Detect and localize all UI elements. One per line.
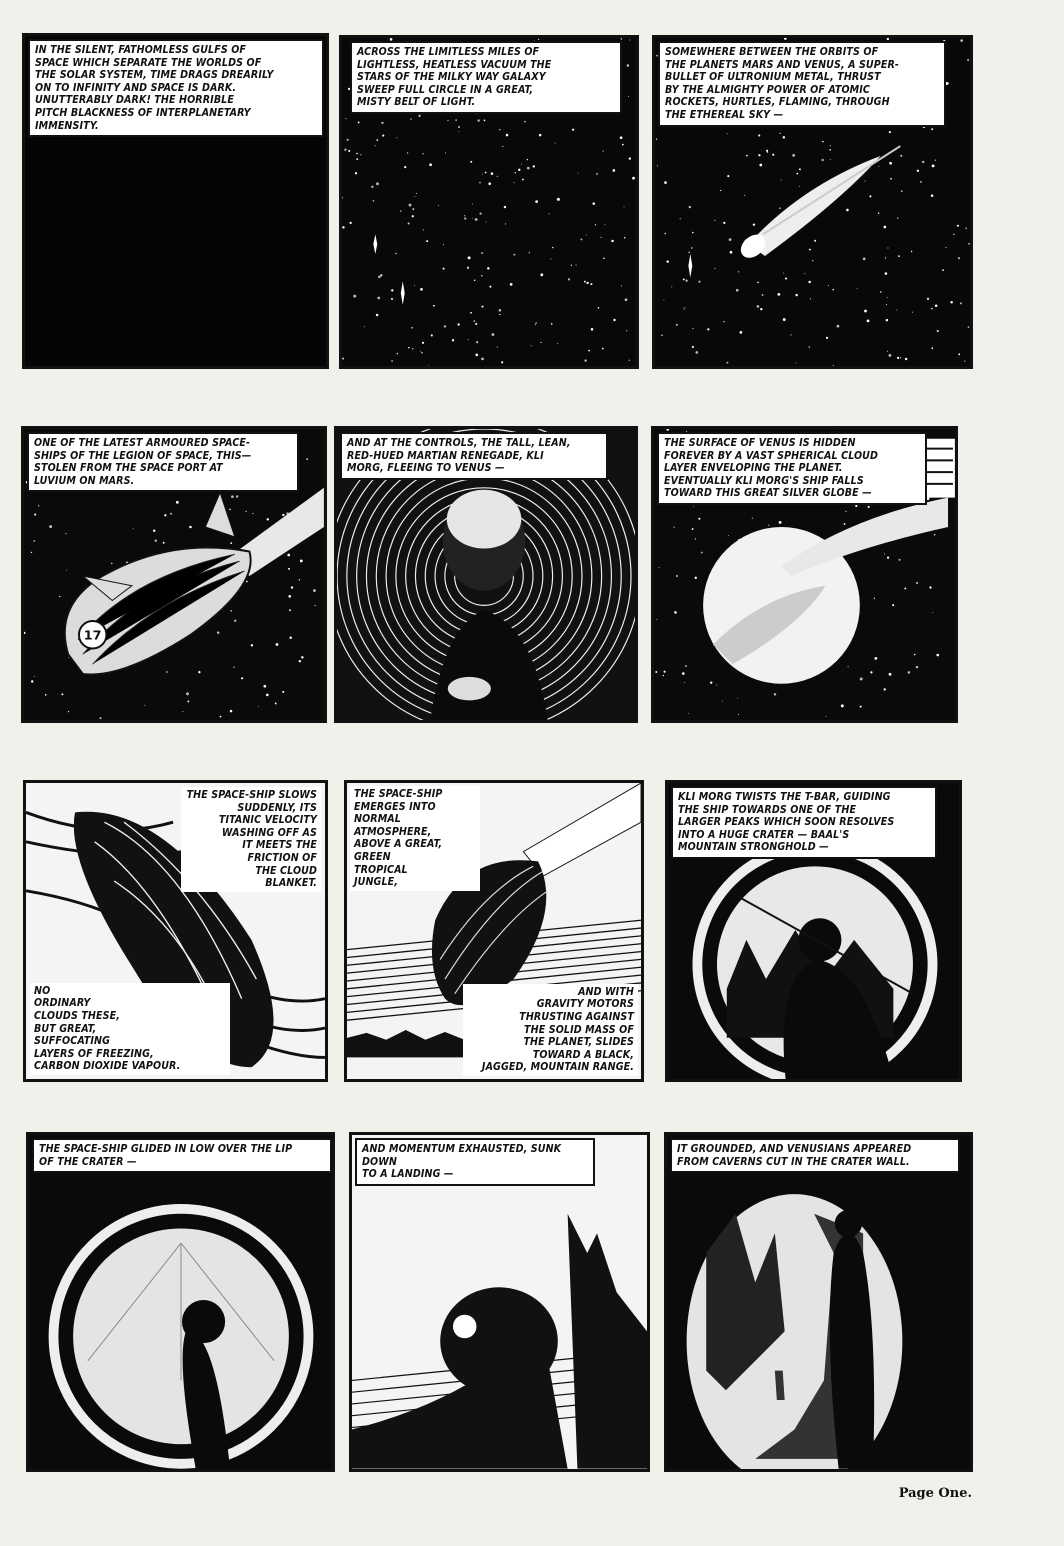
- panel-8: [344, 780, 644, 1082]
- panel-1: [22, 33, 329, 369]
- panel-6: [651, 426, 958, 723]
- panel-5: [334, 426, 638, 723]
- crater-approach-art: [29, 1135, 332, 1469]
- caption-panel-5: AND AT THE CONTROLS, THE TALL, LEAN, RED-HUED MARTIAN RENEGADE, KLI MORG, FLEEING TO VENUS —: [340, 432, 608, 480]
- panel-3: [652, 35, 973, 369]
- panel-9: [665, 780, 962, 1082]
- caption-panel-3: SOMEWHERE BETWEEN THE ORBITS OF THE PLANETS MARS AND VENUS, A SUPER- BULLET OF ULTRONIUM METAL, THRUST BY THE ALMIGHTY POWER OF ATOMIC ROCKETS, HURTLES, FLAMING, THROUGH THE ETHEREAL SKY —: [658, 41, 946, 127]
- caption-panel-12: IT GROUNDED, AND VENUSIANS APPEARED FROM CAVERNS CUT IN THE CRATER WALL.: [670, 1138, 960, 1173]
- caption-panel-10: THE SPACE-SHIP GLIDED IN LOW OVER THE LIP OF THE CRATER —: [32, 1138, 332, 1173]
- caption-panel-7-bottom: NO ORDINARY CLOUDS THESE, BUT GREAT, SUFFOCATING LAYERS OF FREEZING, CARBON DIOXIDE VAPOUR.: [30, 983, 230, 1075]
- panel-12: [664, 1132, 973, 1472]
- panel-10: [26, 1132, 335, 1472]
- panel-7: [23, 780, 328, 1082]
- panel-2: [339, 35, 639, 369]
- caption-panel-7-top: THE SPACE-SHIP SLOWS SUDDENLY, ITS TITANIC VELOCITY WASHING OFF AS IT MEETS THE FRICTION OF THE CLOUD BLANKET.: [181, 787, 321, 892]
- venusians-art: [667, 1135, 970, 1469]
- page-number: Page One.: [898, 1486, 972, 1501]
- panel-4: [21, 426, 327, 723]
- caption-panel-9: KLI MORG TWISTS THE T-BAR, GUIDING THE SHIP TOWARDS ONE OF THE LARGER PEAKS WHICH SOON RESOLVES INTO A HUGE CRATER — BAAL'S MOUNTAIN STRONGHOLD —: [671, 786, 937, 859]
- ship-number: 17: [83, 628, 102, 644]
- caption-panel-6: THE SURFACE OF VENUS IS HIDDEN FOREVER BY A VAST SPHERICAL CLOUD LAYER ENVELOPING THE PLANET. EVENTUALLY KLI MORG'S SHIP FALLS TOWARD THIS GREAT SILVER GLOBE —: [657, 432, 927, 505]
- caption-panel-2: ACROSS THE LIMITLESS MILES OF LIGHTLESS, HEATLESS VACUUM THE STARS OF THE MILKY WAY GALAXY SWEEP FULL CIRCLE IN A GREAT, MISTY BELT OF LIGHT.: [350, 41, 622, 114]
- caption-panel-1: IN THE SILENT, FATHOMLESS GULFS OF SPACE WHICH SEPARATE THE WORLDS OF THE SOLAR SYSTEM, TIME DRAGS DREARILY ON TO INFINITY AND SPACE IS DARK. UNUTTERABLY DARK! THE HORRIBLE PITCH BLACKNESS OF INTERPLANETARY IMMENSITY.: [28, 39, 324, 137]
- panel-11: [349, 1132, 650, 1472]
- caption-panel-11: AND MOMENTUM EXHAUSTED, SUNK DOWN TO A LANDING —: [355, 1138, 595, 1186]
- caption-panel-4: ONE OF THE LATEST ARMOURED SPACE- SHIPS OF THE LEGION OF SPACE, THIS— STOLEN FROM THE SPACE PORT AT LUVIUM ON MARS.: [27, 432, 299, 492]
- caption-panel-8-top: THE SPACE-SHIP EMERGES INTO NORMAL ATMOSPHERE, ABOVE A GREAT, GREEN TROPICAL JUNGLE,: [350, 786, 480, 891]
- caption-panel-8-bottom: AND WITH GRAVITY MOTORS THRUSTING AGAINST THE SOLID MASS OF THE PLANET, SLIDES TOWARD A BLACK, JAGGED, MOUNTAIN RANGE.: [463, 984, 638, 1076]
